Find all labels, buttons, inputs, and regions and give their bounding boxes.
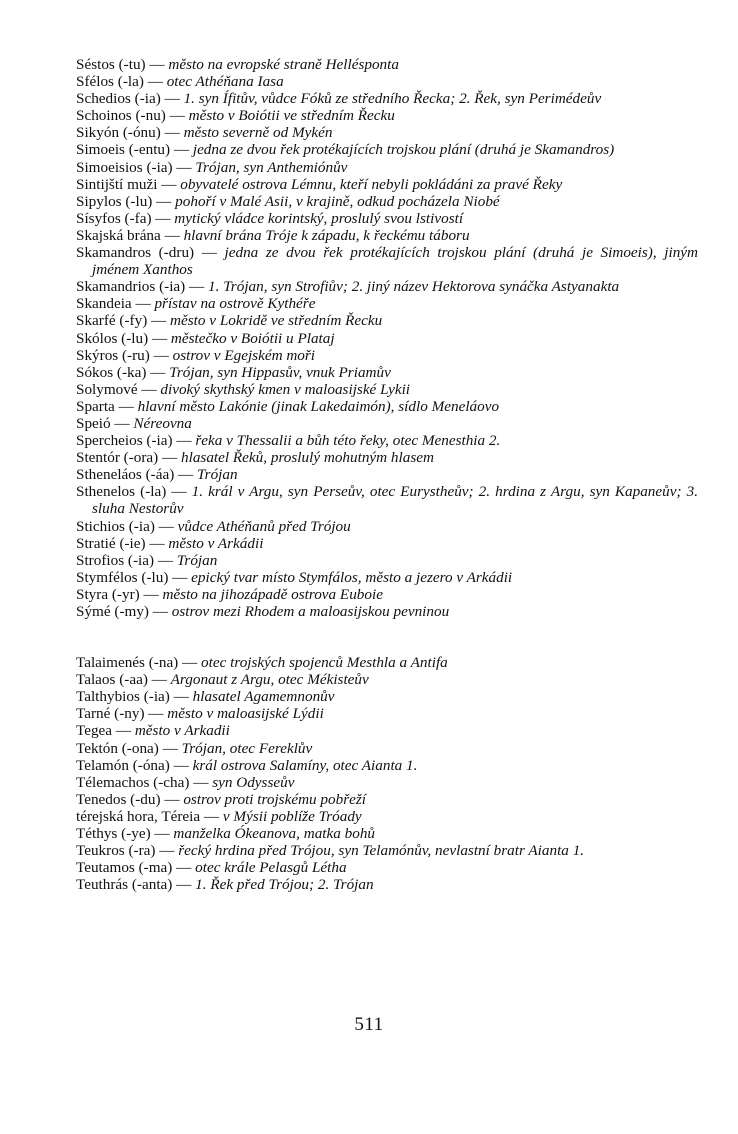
- entry-term: Sókos (-ka) —: [76, 363, 166, 381]
- glossary-entry: [76, 586, 698, 603]
- entry-definition: přístav na ostrově Kythéře: [154, 295, 316, 313]
- entry-definition: epický tvar místo Stymfálos, město a jezero v Arkádii: [191, 568, 513, 586]
- entry-term: Télemachos (-cha) —: [76, 773, 209, 791]
- entry-definition: jedna ze dvou řek protékajících trojskou plání (druhá je Simoeis), jiným jménem Xanthos: [92, 244, 698, 279]
- entry-definition: ostrov proti trojskému pobřeží: [183, 790, 366, 808]
- entry-term: Strofios (-ia) —: [76, 551, 174, 569]
- entry-term: térejská hora, Téreia —: [76, 807, 220, 825]
- entry-term: Skýros (-ru) —: [76, 346, 169, 364]
- glossary-entry: [76, 141, 698, 158]
- glossary-entry: [76, 312, 698, 329]
- entry-definition: otec trojských spojenců Mesthla a Antifa: [201, 654, 448, 672]
- entry-definition: mytický vládce korintský, proslulý svou lstivostí: [174, 209, 464, 227]
- glossary-entry: [76, 603, 698, 620]
- entry-term: Téthys (-ye) —: [76, 825, 170, 843]
- entry-term: Stheneláos (-áa) —: [76, 466, 194, 484]
- entry-term: Telamón (-óna) —: [76, 756, 189, 774]
- entry-definition: syn Odysseův: [212, 773, 295, 791]
- entry-definition: město severně od Mykén: [183, 124, 333, 142]
- entry-term: Simoeis (-entu) —: [76, 141, 190, 159]
- entry-definition: 1. Řek před Trójou; 2. Trójan: [195, 876, 374, 894]
- entry-term: Talaos (-aa) —: [76, 671, 167, 689]
- entry-term: Schoinos (-nu) —: [76, 107, 185, 125]
- entry-definition: řeka v Thessalii a bůh této řeky, otec Menesthia 2.: [195, 432, 501, 450]
- entry-definition: Néreovna: [133, 414, 192, 432]
- glossary-entry: [76, 210, 698, 227]
- entry-term: Talthybios (-ia) —: [76, 688, 189, 706]
- entry-definition: Trójan: [197, 466, 238, 484]
- entry-definition: manželka Ókeanova, matka bohů: [173, 825, 376, 843]
- glossary-entry: [76, 449, 698, 466]
- entry-definition: hlavní brána Tróje k západu, k řeckému táboru: [183, 226, 470, 244]
- entry-term: Tektón (-ona) —: [76, 739, 178, 757]
- entry-definition: otec Athéňana Iasa: [166, 73, 284, 91]
- entry-definition: pohoří v Malé Asii, v krajině, odkud pocházela Niobé: [175, 192, 500, 210]
- glossary-entry: [76, 193, 698, 210]
- glossary-entry: [76, 278, 698, 295]
- glossary-entry: [76, 705, 698, 722]
- entry-term: Schedios (-ia) —: [76, 90, 180, 108]
- entry-term: Stentór (-ora) —: [76, 449, 178, 467]
- glossary-entry: [76, 569, 698, 586]
- glossary-section-s: [76, 56, 698, 620]
- glossary-entry: [76, 671, 698, 688]
- entry-term: Teutamos (-ma) —: [76, 859, 192, 877]
- entry-definition: ostrov v Egejském moři: [172, 346, 316, 364]
- glossary-entry: [76, 808, 698, 825]
- entry-term: Sipylos (-lu) —: [76, 192, 172, 210]
- entry-definition: město v Lokridě ve středním Řecku: [170, 312, 383, 330]
- entry-definition: 1. Trójan, syn Strofiův; 2. jiný název Hektorova synáčka Astyanakta: [208, 278, 620, 296]
- glossary-entry: [76, 381, 698, 398]
- page-number: 511: [354, 1014, 384, 1035]
- glossary-entry: [76, 535, 698, 552]
- entry-term: Solymové —: [76, 380, 157, 398]
- entry-term: Teukros (-ra) —: [76, 842, 175, 860]
- entry-definition: město na jihozápadě ostrova Euboie: [162, 585, 383, 603]
- entry-definition: město v Boiótii ve středním Řecku: [188, 107, 395, 125]
- glossary-entry: [76, 432, 698, 449]
- glossary-entry: [76, 295, 698, 312]
- entry-term: Skamandrios (-ia) —: [76, 278, 205, 296]
- glossary-entry: [76, 654, 698, 671]
- entry-term: Spercheios (-ia) —: [76, 432, 192, 450]
- entry-term: Stymfélos (-lu) —: [76, 568, 188, 586]
- glossary-page: [76, 56, 698, 893]
- glossary-entry: [76, 159, 698, 176]
- entry-definition: městečko v Boiótii u Plataj: [170, 329, 335, 347]
- entry-definition: divoký skythský kmen v maloasijské Lykii: [160, 380, 411, 398]
- glossary-entry: [76, 227, 698, 244]
- entry-term: Séstos (-tu) —: [76, 56, 165, 73]
- glossary-entry: [76, 518, 698, 535]
- glossary-entry: [76, 466, 698, 483]
- glossary-entry: [76, 364, 698, 381]
- glossary-entry: [76, 107, 698, 124]
- glossary-entry: [76, 722, 698, 739]
- glossary-section-t: [76, 654, 698, 893]
- glossary-entry: [76, 859, 698, 876]
- entry-definition: město v Arkadii: [134, 722, 230, 740]
- entry-definition: Argonaut z Argu, otec Mékisteův: [170, 671, 369, 689]
- entry-definition: obyvatelé ostrova Lémnu, kteří nebyli pokládáni za pravé Řeky: [180, 175, 563, 193]
- glossary-entry: [76, 876, 698, 893]
- entry-definition: město na evropské straně Hellésponta: [168, 56, 399, 73]
- entry-term: Sýmé (-my) —: [76, 603, 168, 620]
- entry-term: Skarfé (-fy) —: [76, 312, 167, 330]
- entry-definition: řecký hrdina před Trójou, syn Telamónův, nevlastní bratr Aianta 1.: [178, 842, 585, 860]
- glossary-entry: [76, 56, 698, 73]
- glossary-entry: [76, 398, 698, 415]
- glossary-entry: [76, 825, 698, 842]
- entry-term: Sísyfos (-fa) —: [76, 209, 171, 227]
- entry-term: Stratié (-ie) —: [76, 534, 165, 552]
- entry-term: Skamandros (-dru) —: [76, 244, 217, 262]
- entry-term: Sintijští muži —: [76, 175, 177, 193]
- entry-definition: Trójan, otec Fereklův: [181, 739, 313, 757]
- glossary-entry: [76, 347, 698, 364]
- entry-term: Tenedos (-du) —: [76, 790, 180, 808]
- entry-definition: město v maloasijské Lýdii: [167, 705, 324, 723]
- glossary-entry: [76, 176, 698, 193]
- glossary-entry: [76, 330, 698, 347]
- glossary-entry: [76, 791, 698, 808]
- entry-term: Skajská brána —: [76, 226, 180, 244]
- glossary-entry: [76, 73, 698, 90]
- entry-term: Styra (-yr) —: [76, 585, 159, 603]
- entry-definition: hlasatel Agamemnonův: [192, 688, 335, 706]
- entry-term: Simoeisios (-ia) —: [76, 158, 192, 176]
- entry-definition: město v Arkádii: [168, 534, 264, 552]
- entry-term: Sparta —: [76, 397, 134, 415]
- entry-term: Skandeia —: [76, 295, 151, 313]
- entry-definition: jedna ze dvou řek protékajících trojskou plání (druhá je Skamandros): [192, 141, 615, 159]
- glossary-entry: [76, 842, 698, 859]
- entry-definition: otec krále Pelasgů Létha: [195, 859, 347, 877]
- glossary-entry: [76, 757, 698, 774]
- entry-definition: hlasatel Řeků, proslulý mohutným hlasem: [181, 449, 434, 467]
- glossary-entry: [76, 552, 698, 569]
- entry-definition: 1. král v Argu, syn Perseův, otec Eurystheův; 2. hrdina z Argu, syn Kapaneův; 3. sluha Nestorův: [92, 483, 698, 518]
- entry-term: Sikyón (-ónu) —: [76, 124, 180, 142]
- entry-term: Talaimenés (-na) —: [76, 654, 198, 672]
- entry-definition: 1. syn Ífitův, vůdce Fóků ze středního Řecka; 2. Řek, syn Perimédeův: [183, 90, 602, 108]
- entry-term: Tarné (-ny) —: [76, 705, 164, 723]
- glossary-entry: [76, 774, 698, 791]
- glossary-entry: [76, 740, 698, 757]
- entry-definition: Trójan, syn Hippasův, vnuk Priamův: [169, 363, 391, 381]
- glossary-entry: [76, 688, 698, 705]
- entry-term: Teuthrás (-anta) —: [76, 876, 192, 894]
- entry-definition: král ostrova Salamíny, otec Aianta 1.: [192, 756, 418, 774]
- glossary-entry: [76, 483, 698, 517]
- entry-term: Sfélos (-la) —: [76, 73, 163, 91]
- entry-definition: v Mýsii poblíže Tróady: [222, 807, 362, 825]
- glossary-entry: [76, 124, 698, 141]
- entry-definition: ostrov mezi Rhodem a maloasijskou pevninou: [171, 603, 450, 620]
- section-gap: [76, 620, 698, 654]
- glossary-entry: [76, 415, 698, 432]
- entry-term: Stichios (-ia) —: [76, 517, 174, 535]
- entry-term: Speió —: [76, 414, 130, 432]
- entry-definition: vůdce Athéňanů před Trójou: [177, 517, 351, 535]
- entry-definition: hlavní město Lakónie (jinak Lakedaimón), sídlo Meneláovo: [137, 397, 500, 415]
- entry-term: Sthenelos (-la) —: [76, 483, 187, 501]
- entry-term: Skólos (-lu) —: [76, 329, 168, 347]
- glossary-entry: [76, 244, 698, 278]
- glossary-entry: [76, 90, 698, 107]
- entry-term: Tegea —: [76, 722, 132, 740]
- entry-definition: Trójan: [176, 551, 218, 569]
- entry-definition: Trójan, syn Anthemiónův: [195, 158, 348, 176]
